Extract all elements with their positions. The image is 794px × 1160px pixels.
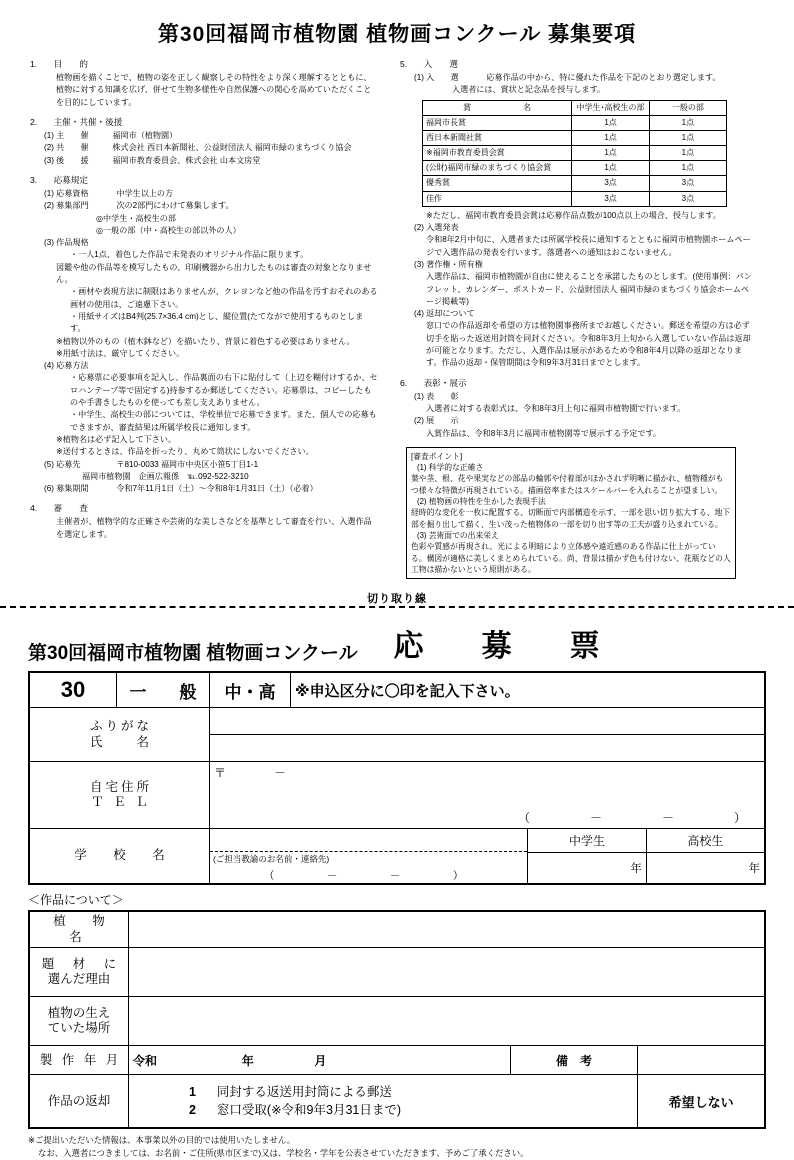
award-count-general: 1点: [649, 130, 726, 145]
table-row: [423, 130, 727, 145]
rule-no: (5): [44, 459, 54, 469]
award-header-general: 一般の部: [649, 100, 726, 115]
award-name: 西日本新聞社賞: [423, 130, 572, 145]
selection-line1: 応募作品の中から、特に優れた作品を下記のとおり選定します。: [486, 73, 721, 83]
rule-label: 作品規格: [56, 238, 89, 248]
section-selection-label: 入 選: [423, 59, 458, 69]
award-name: 佳作: [423, 191, 572, 206]
award-count-general: 3点: [649, 191, 726, 206]
rule-spec-line: ・用紙サイズはB4判(25.7×36.4 cm)とし、縦位置(たてながで使用するものとします。: [70, 311, 364, 334]
section-purpose-body: 植物画を描くことで、植物の姿を正しく観察しその特性をより深く理解するとともに、植物に対する知識を広げ、併せて生物多様性や自然保護への関心を高めていただくことを目的にしています。: [56, 73, 372, 107]
return-option-2-label: 窓口受取(※令和9年3月31日まで): [216, 1103, 402, 1118]
ceremony-heading: [400, 391, 752, 403]
rule-divisions: [30, 200, 378, 212]
furigana-input[interactable]: [210, 708, 766, 735]
award-name: (公財)福岡市緑のまちづくり協会賞: [423, 161, 572, 176]
ceremony-label: 表 彰: [426, 391, 459, 401]
exhibition-label: 展 示: [426, 416, 459, 426]
form-title-row: [28, 621, 766, 665]
selection-item: [400, 72, 752, 84]
division-option-general: ◎一般の部（中・高校生の部以外の人）: [96, 225, 241, 235]
organizer-item: [30, 155, 378, 167]
place-label-line1: 植物の生え: [47, 1005, 111, 1020]
award-count-student: 1点: [572, 161, 650, 176]
school-teacher-note: (ご担当教諭のお名前・連絡先): [210, 851, 527, 866]
rule-no: (4): [44, 361, 54, 371]
section-rules-heading: [30, 174, 378, 187]
rule-no: (3): [44, 238, 54, 248]
name-label: 氏 名: [89, 734, 152, 749]
selection-no: (4): [414, 309, 424, 319]
section-award-label: 表彰・展示: [423, 377, 467, 388]
award-count-student: 1点: [572, 115, 650, 130]
selection-no: (2): [414, 223, 424, 233]
rule-spec-line: ・画材や表現方法に制限はありませんが、クレヨンなど他の作品を汚すおそれのある画材の使用は、ご遠慮下さい。: [70, 287, 378, 309]
tel-label: Ｔ Ｅ Ｌ: [91, 795, 151, 810]
section-purpose-number: 1.: [30, 59, 38, 69]
rule-howto-line: ※送付するときは、作品を折ったり、丸めて筒状にしないでください。: [56, 447, 314, 457]
return-option-2-number: 2: [189, 1103, 196, 1118]
reason-input[interactable]: [129, 948, 766, 997]
award-count-general: 1点: [649, 161, 726, 176]
section-judging: [30, 502, 378, 541]
return-label: 作品の返却: [29, 1075, 129, 1129]
judging-point-2-body: 経時的な変化を一枚に配置する、切断面で内部構造を示す、一部を思い切り拡大する、地下部を掘り出して描く、生い茂った植物体の一部を切り出す等の工夫が盛り込まれている。: [411, 508, 731, 529]
section-selection-number: 5.: [400, 59, 408, 69]
rule-no: (6): [44, 484, 54, 494]
category-general-option[interactable]: 一 般: [117, 672, 210, 708]
selection-line2: 入選者には、賞状と記念品を授与します。: [452, 85, 606, 95]
address-label: 自宅住所: [89, 779, 152, 794]
selection-label: 入 選: [426, 73, 459, 83]
rule-spec-heading: [30, 237, 378, 249]
section-selection: [400, 58, 752, 370]
organizer-value: 株式会社 西日本新聞社、公益財団法人 福岡市緑のまちづくり協会: [112, 143, 352, 153]
return-policy-body: 窓口での作品返却を希望の方は植物園事務所までお越しください。郵送を希望の方は必ず切手を貼った返送用封筒を同封ください。令和8年3月上旬から入選していない作品は返却が可能となります。ただし、入選作品は展示があるため令和8年4月以降の返却となります。作品の返却・保管期間は令和9年3月31日までとします。: [426, 321, 751, 368]
return-policy-heading: [400, 308, 752, 320]
rule-howto-line: ※植物名は必ず記入して下さい。: [56, 434, 177, 444]
table-row: [29, 948, 765, 997]
section-organizers-heading: [30, 116, 378, 129]
plant-name-label: 植 物 名: [29, 911, 129, 948]
exhibition-heading: [400, 415, 752, 427]
section-judging-label: 審 査: [53, 503, 88, 514]
organizer-label: 共 催: [56, 143, 89, 153]
section-judging-heading: [30, 502, 378, 515]
section-award-number: 6.: [400, 377, 408, 388]
name-row-label: [29, 708, 210, 762]
award-table-note: ※ただし、福岡市教育委員会賞は応募作品点数が100点以上の場合、授与します。: [426, 210, 721, 220]
form-header-row: [29, 672, 765, 708]
judging-points-box: [406, 447, 736, 579]
judging-point-2-heading: (2) 植物画の特性を生かした表現手法: [417, 497, 546, 507]
rule-label: 募集部門: [56, 201, 89, 211]
rule-address-line1: 〒810-0033 福岡市中央区小笹5丁目1-1: [116, 459, 259, 469]
made-date-label: 製 作 年 月: [29, 1046, 129, 1075]
selection-no: (3): [414, 259, 424, 269]
return-option-2[interactable]: [189, 1101, 633, 1120]
section-organizers-number: 2.: [30, 116, 38, 127]
form-title-big: 応 募 票: [393, 630, 614, 664]
section-award-exhibition-heading: [400, 377, 752, 390]
footnote-line-2: なお、入選者につきましては、お名前・ご住所(県市区まで)又は、学校名・学年を公表させていただきます、予めご了承ください。: [38, 1148, 529, 1159]
notice-right-column: [400, 58, 752, 579]
award-count-student: 1点: [572, 146, 650, 161]
exhibition-no: (2): [414, 416, 424, 426]
applicant-info-table: [28, 671, 766, 885]
judging-point-3-heading: (3) 芸術面での出来栄え: [417, 530, 499, 540]
judging-point-3-body: 色彩や質感が再現され、光による明暗により立体感や遠近感のある作品に仕上がっている。構図が適格に美しくまとめられている。尚、背景は描かず色も付けない、花瓶などの人工物は描かないという原則がある。: [411, 542, 731, 574]
table-row: [423, 191, 727, 206]
award-count-student: 1点: [572, 130, 650, 145]
cut-line-dashes: [0, 606, 794, 608]
selection-label: 著作権・所有権: [426, 259, 483, 269]
award-count-general: 1点: [649, 115, 726, 130]
return-option-1-label: 同封する返送用封筒による郵送: [216, 1084, 392, 1099]
award-header-name: 賞 名: [423, 100, 572, 115]
notice-columns: [0, 58, 794, 579]
organizer-value: 福岡市（植物園）: [112, 131, 178, 141]
remarks-input[interactable]: [638, 1046, 765, 1075]
form-footnote: [28, 1134, 766, 1160]
rule-howto-line: ・中学生、高校生の部については、学校単位で応募できます。また、個人での応募もできますが、審査結果は所属学校長に通知します。: [70, 410, 377, 432]
rule-label: 応募方法: [56, 361, 89, 371]
rule-address-line2: 福岡市植物園 企画広報係 ℡.092-522-3210: [82, 471, 249, 481]
rule-value: 次の2部門にわけて募集します。: [116, 201, 234, 211]
table-row: [423, 161, 727, 176]
section-judging-body: 主催者が、植物学的な正確さや芸術的な美しさなどを基準として審査を行い、入選作品を選定します。: [56, 517, 372, 539]
return-options[interactable]: [129, 1075, 638, 1129]
footnote-line-1: ※ご提出いただいた情報は、本事業以外の目的では使用いたしません。: [28, 1135, 296, 1146]
place-label-line2: ていた場所: [47, 1021, 111, 1036]
award-name: 福岡市長賞: [423, 115, 572, 130]
section-purpose-heading: [30, 58, 378, 71]
rule-period-value: 令和7年11月1日（土）～令和8年1月31日（土）（必着）: [116, 484, 318, 494]
section-purpose-label: 目 的: [53, 59, 88, 69]
organizer-label: 主 催: [56, 131, 89, 141]
judging-points-title: [審査ポイント]: [411, 451, 463, 461]
address-row-label: [29, 762, 210, 829]
organizer-no: (1): [44, 131, 54, 141]
made-date-input[interactable]: [129, 1046, 511, 1075]
rule-eligibility: [30, 188, 378, 200]
organizer-item: [30, 142, 378, 154]
award-table-header-row: [423, 100, 727, 115]
category-instruction: ※申込区分に〇印を記入下さい。: [291, 672, 766, 708]
cut-line-label: 切り取り線: [361, 590, 433, 606]
section-rules-number: 3.: [30, 174, 38, 185]
school-tel-input[interactable]: （ － － ）: [263, 870, 464, 883]
organizer-no: (3): [44, 155, 54, 165]
era-label: 令和: [133, 1053, 158, 1068]
reason-label-line2: 選んだ理由: [47, 972, 111, 987]
ceremony-no: (1): [414, 391, 424, 401]
table-row: [423, 115, 727, 130]
ceremony-body: 入選者に対する表彰式は、令和8年3月上旬に福岡市植物園で行います。: [426, 403, 686, 413]
rule-howto-line: ・応募票に必要事項を記入し、作品裏面の右下に貼付して（上辺を糊付けするか、セロハンテープ等で固定する)持参するか郵送してください。応募票は、コピーしたものや手書きしたものを使っても差し支えありません。: [70, 373, 378, 408]
table-row: [29, 762, 765, 829]
application-form: [0, 621, 794, 1160]
rule-spec-line: 図鑑や他の作品等を模写したもの、印刷機器から出力したものは審査の対象となりません。: [56, 262, 372, 285]
award-count-student: 3点: [572, 176, 650, 191]
form-title-small: 第30回福岡市植物園 植物画コンクール: [28, 643, 358, 665]
selection-no: (1): [414, 73, 424, 83]
place-input[interactable]: [129, 997, 766, 1046]
category-student-option[interactable]: 中・高: [210, 672, 291, 708]
remarks-label: 備 考: [510, 1046, 637, 1075]
place-label: [29, 997, 129, 1046]
section-organizers: [30, 116, 378, 167]
table-row: [29, 1046, 765, 1075]
plant-name-input[interactable]: [129, 911, 766, 948]
rule-period: [30, 483, 378, 495]
rule-label: 応募資格: [56, 188, 89, 198]
award-name: 優秀賞: [423, 176, 572, 191]
page-title: 第30回福岡市植物園 植物画コンクール 募集要項: [157, 23, 637, 46]
award-count-student: 3点: [572, 191, 650, 206]
reason-label-line1: 題 材 に: [41, 956, 120, 971]
name-input[interactable]: [210, 735, 766, 762]
high-school-label: 高校生: [646, 829, 765, 853]
judging-point-1-body: 葉や茎、根、花や果実などの部品の輪郭や付着部がほかされず明晰に描かれ、植物種がもつ様々な特徴が再現されている。描画倍率またはスケールバーを入れることが望ましい。: [411, 474, 724, 495]
organizer-label: 後 援: [56, 155, 89, 165]
rule-spec-line: ※植物以外のもの（植木鉢など）を描いたり、背景に着色する必要はありません。: [56, 336, 355, 346]
table-row: [29, 829, 765, 853]
return-option-1-number: 1: [189, 1084, 196, 1099]
document-page: [0, 18, 794, 1159]
table-row: [423, 176, 727, 191]
organizer-no: (2): [44, 143, 54, 153]
reason-label: [29, 948, 129, 997]
section-rules: [30, 174, 378, 495]
school-input-cell[interactable]: [210, 829, 528, 885]
rule-spec-line: ※用紙寸法は、厳守してください。: [56, 348, 185, 358]
work-info-table: [28, 910, 766, 1129]
award-table: [422, 100, 727, 207]
section-judging-number: 4.: [30, 503, 38, 514]
table-row: [29, 1075, 765, 1129]
selection-label: 入選発表: [426, 223, 459, 233]
judging-point-1-heading: (1) 科学的な正確さ: [417, 463, 484, 473]
month-unit: 月: [314, 1053, 327, 1068]
selection-announcement-body: 令和8年2月中旬に、入選者または所属学校長に通知するとともに福岡市植物園ホームページで入選作品の発表を行います。落選者への通知はおこないません。: [426, 235, 751, 257]
high-school-year-input[interactable]: 年: [646, 853, 765, 885]
tel-input-blank[interactable]: （ － － ）: [517, 811, 746, 826]
copyright-body: 入選作品は、福岡市植物園が自由に使えることを承諾したものとします。(使用事例：パンフレット、カレンダー、ポストカード、公益財団法人 福岡市緑のまちづくり協会ホームページ掲載等): [426, 272, 752, 306]
copyright-heading: [400, 259, 752, 271]
organizer-item: [30, 130, 378, 142]
cut-line-section: [0, 589, 794, 613]
award-count-general: 1点: [649, 146, 726, 161]
rule-howto-heading: [30, 360, 378, 372]
junior-high-label: 中学生: [528, 829, 647, 853]
postal-code-placeholder: 〒 －: [214, 766, 287, 781]
form-edition-number: 30: [29, 672, 117, 708]
notice-left-column: [30, 58, 378, 548]
award-header-student: 中学生･高校生の部: [572, 100, 650, 115]
address-input[interactable]: [210, 762, 766, 829]
section-award-exhibition: [400, 377, 752, 440]
rule-label: 募集期間: [56, 484, 89, 494]
school-row-label: 学 校 名: [29, 829, 210, 885]
return-option-1[interactable]: [189, 1083, 633, 1102]
return-option-none[interactable]: 希望しない: [638, 1075, 765, 1129]
award-name: ※福岡市教育委員会賞: [423, 146, 572, 161]
section-rules-label: 応募規定: [53, 174, 88, 185]
furigana-label: ふりがな: [89, 719, 152, 733]
rule-no: (1): [44, 188, 54, 198]
section-selection-heading: [400, 58, 752, 71]
award-count-general: 3点: [649, 176, 726, 191]
table-row: [29, 708, 765, 735]
junior-high-year-input[interactable]: 年: [528, 853, 647, 885]
work-section-heading: ＜作品について＞: [28, 893, 124, 908]
rule-label: 応募先: [56, 459, 81, 469]
selection-label: 返却について: [426, 309, 475, 319]
exhibition-body: 入賞作品は、令和8年3月に福岡市植物園等で展示する予定です。: [426, 428, 661, 438]
rule-address: [30, 459, 378, 471]
rule-spec-line: ・一人1点、着色した作品で未発表のオリジナル作品に限ります。: [70, 250, 309, 260]
school-name-input[interactable]: [210, 829, 527, 851]
organizer-value: 福岡市教育委員会、株式会社 山本文房堂: [112, 155, 261, 165]
table-row: [29, 997, 765, 1046]
rule-no: (2): [44, 201, 54, 211]
section-purpose: [30, 58, 378, 109]
division-option-student: ◎中学生・高校生の部: [96, 213, 176, 223]
year-unit: 年: [241, 1053, 254, 1068]
table-row: [423, 146, 727, 161]
table-row: [29, 911, 765, 948]
section-organizers-label: 主催・共催・後援: [53, 116, 123, 127]
rule-value: 中学生以上の方: [116, 188, 174, 198]
selection-announcement-heading: [400, 222, 752, 234]
